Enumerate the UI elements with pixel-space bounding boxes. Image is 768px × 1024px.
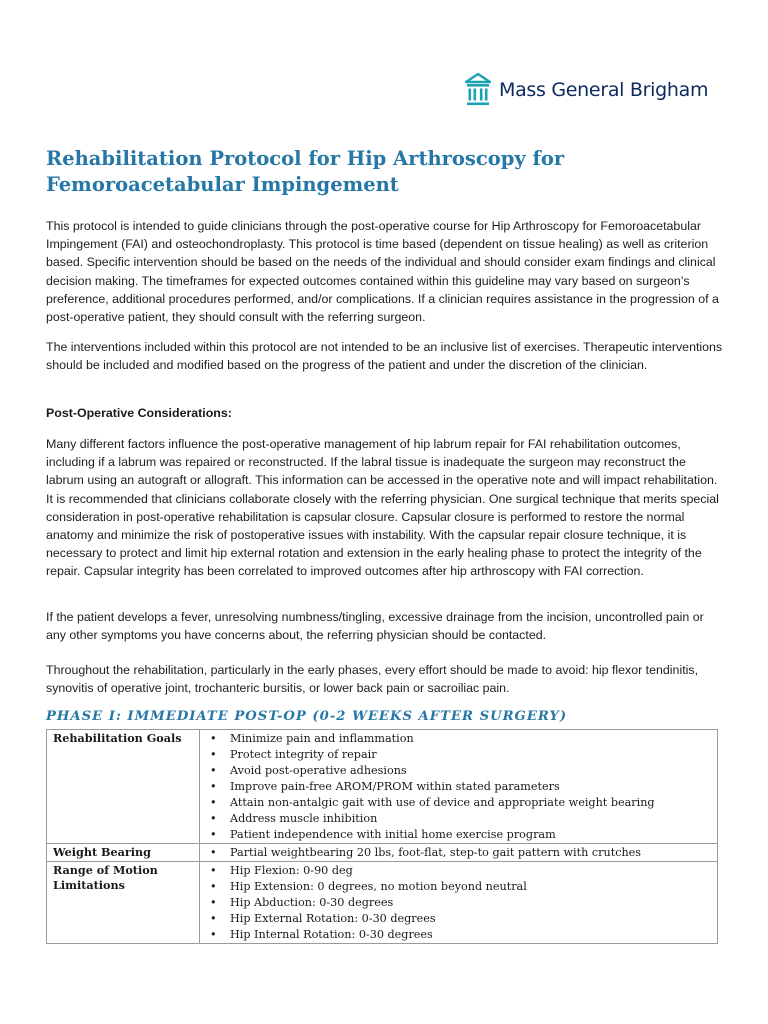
- fever-paragraph: If the patient develops a fever, unresolving numbness/tingling, excessive drainage from the incision, uncontrolled pain or any other symptoms you have concerns about, the referring physician should be contacted.: [46, 610, 704, 643]
- list-item: • Partial weightbearing 20 lbs, foot-flat, step-to gait pattern with crutches: [206, 845, 711, 861]
- factors-paragraph: Many different factors influence the post-operative management of hip labrum repair for FAI rehabilitation outcomes, including if a labrum was repaired or reconstructed. If the labral tissue is inadequate the surgeon may reconstruct the labrum using an autograft or allograft. This information can be accessed in the operative note and will impact rehabilitation. It is recommended that clinicians collaborate closely with the referring physician. One surgical technique that merits special consideration in post-operative rehabilitation is capsular closure. Capsular closure is performed to restore the normal anatomy and minimize the risk of postoperative issues with instability. With the capsular repair closure technique, it is necessary to protect and limit hip external rotation and extension in the early healing phase to protect the integrity of the repair. Capsular integrity has been correlated to improved outcomes after hip arthroscopy with FAI correction.: [46, 437, 719, 579]
- goal-list: [206, 731, 711, 843]
- row-content: [200, 862, 718, 944]
- considerations-heading: Post-Operative Considerations:: [46, 406, 232, 420]
- table-row: [47, 862, 718, 944]
- title-line-2: Femoroacetabular Impingement: [46, 173, 399, 196]
- list-item: • Hip Abduction: 0-30 degrees: [206, 895, 711, 911]
- logo-text: Mass General Brigham: [499, 79, 709, 101]
- list-item: • Hip External Rotation: 0-30 degrees: [206, 911, 711, 927]
- list-item: • Protect integrity of repair: [206, 747, 711, 763]
- phase-1-table: [46, 729, 718, 944]
- brand-logo: [465, 70, 708, 110]
- list-item: • Hip Extension: 0 degrees, no motion beyond neutral: [206, 879, 711, 895]
- list-item: • Avoid post-operative adhesions: [206, 763, 711, 779]
- row-label: Range of Motion Limitations: [47, 862, 200, 944]
- list-item: • Hip Internal Rotation: 0-30 degrees: [206, 927, 711, 943]
- list-item: • Attain non-antalgic gait with use of device and appropriate weight bearing: [206, 795, 711, 811]
- title-line-1: Rehabilitation Protocol for Hip Arthroscopy for: [46, 147, 565, 170]
- list-item: • Patient independence with initial home exercise program: [206, 827, 711, 843]
- phase-1-heading: PHASE I: IMMEDIATE POST-OP (0-2 WEEKS AFTER SURGERY): [46, 709, 568, 724]
- list-item: • Improve pain-free AROM/PROM within stated parameters: [206, 779, 711, 795]
- row-content: [200, 844, 718, 862]
- weight-bearing-list: [206, 845, 711, 861]
- intro-paragraph: This protocol is intended to guide clinicians through the post-operative course for Hip Arthroscopy for Femoroacetabular Impingement (FAI) and osteochondroplasty. This protocol is time based (dependent on tissue healing) as well as criterion based. Specific intervention should be based on the needs of the individual and should consider exam findings and clinical decision making. The timeframes for expected outcomes contained within this guideline may vary based on surgeon’s preference, additional procedures performed, and/or complications. If a clinician requires assistance in the progression of a post-operative patient, they should consult with the referring surgeon.: [46, 219, 719, 325]
- row-content: [200, 730, 718, 844]
- avoid-paragraph: Throughout the rehabilitation, particularly in the early phases, every effort should be made to avoid: hip flexor tendinitis, synovitis of operative joint, trochanteric bursitis, or lower back pain or sacroiliac pain.: [46, 663, 699, 696]
- row-label: Weight Bearing: [47, 844, 200, 862]
- row-label: Rehabilitation Goals: [47, 730, 200, 844]
- table-row: [47, 730, 718, 844]
- document-title: [46, 146, 706, 198]
- columns-building-icon: [465, 73, 491, 107]
- list-item: • Minimize pain and inflammation: [206, 731, 711, 747]
- table-row: [47, 844, 718, 862]
- interventions-paragraph: The interventions included within this protocol are not intended to be an inclusive list of exercises. Therapeutic interventions should be included and modified based on the progress of the patient and under the discretion of the clinician.: [46, 340, 723, 373]
- list-item: • Address muscle inhibition: [206, 811, 711, 827]
- list-item: • Hip Flexion: 0-90 deg: [206, 863, 711, 879]
- rom-list: [206, 863, 711, 943]
